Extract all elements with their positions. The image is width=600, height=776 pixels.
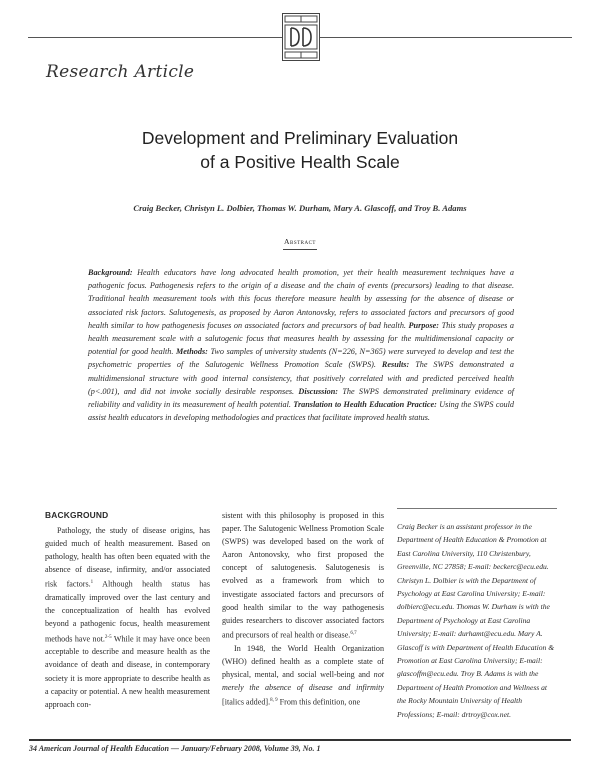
abstract-background-text: Health educators have long advocated health promotion, yet their health measurement techniques have a pathogenic focus. Pathogenesis refers to the origin of a disease and the chain of events (precursors) leading to that disease. Traditional health measurement tools with this focus therefore measure health by assessing for the absence of disease or associated risk factors. Salutogenesis, as proposed by Aaron Antonovsky, refers to associated factors and precursors of good health similar to how pathogenesis focuses on associated factors and precursors of bad health.	[88, 268, 515, 330]
abstract-body	[88, 266, 514, 424]
title-line-1: Development and Preliminary Evaluation	[141, 128, 459, 148]
abstract-background-label: Background:	[88, 268, 133, 277]
body-paragraph-2	[222, 509, 384, 642]
abstract-heading: Abstract	[284, 237, 316, 246]
paragraph-1-part-b: Although health status has dramatically improved over the last century and the conceptualization of health has evolved beyond a pathogenic focus, health measurement methods have not.	[45, 580, 210, 644]
abstract-methods-label: Methods:	[176, 347, 208, 357]
abstract-purpose-label: Purpose:	[408, 320, 440, 330]
article-title	[90, 126, 510, 174]
header-rule-left	[28, 37, 282, 38]
body-paragraph-1	[45, 524, 210, 711]
affiliation-rule	[397, 508, 557, 509]
journal-logo-icon	[282, 13, 320, 61]
paragraph-1-part-a: Pathology, the study of disease origins, has guided much of health measurement. Based on pathology, health has often been equated with the absence of disease, infirmity, and/or associated risk factors.	[45, 526, 210, 590]
header-rule-right	[320, 37, 572, 38]
paragraph-3-part-a: In 1948, the World Health Organization (WHO) defined health as a complete state of physical, mental, and social well-being and	[222, 643, 384, 679]
abstract-results-label: Results:	[381, 360, 410, 370]
abstract-rule	[283, 249, 317, 250]
paragraph-1-part-c: While it may have once been acceptable to describe and measure health as the avoidance of death and disease, in contemporary society it is more appropriate to describe health as a capacity or potential. A new health measurement approach con-	[45, 634, 210, 709]
body-column-1	[45, 509, 210, 711]
section-heading-background: BACKGROUND	[45, 510, 109, 520]
citation-superscript: 6,7	[350, 630, 357, 636]
footer-rule	[29, 739, 571, 741]
author-list: Craig Becker, Christyn L. Dolbier, Thomas W. Durham, Mary A. Glascoff, and Troy B. Adams	[133, 203, 467, 213]
body-paragraph-3	[222, 642, 384, 709]
citation-superscript: 2-5	[104, 634, 112, 640]
section-label: Research Article	[46, 62, 195, 82]
paragraph-3-part-b: [italics added].	[222, 697, 271, 707]
paragraph-3-italic: not merely the absence of disease and infirmity	[222, 669, 384, 692]
abstract-methods-text: Two samples of university students (N=226, N=365) were surveyed to develop and test the psychometric properties of the Salutogenic Wellness Promotion Scale (SWPS).	[88, 347, 515, 370]
abstract-discussion-label: Discussion:	[298, 386, 338, 396]
paragraph-3-part-c: From this definition, one	[277, 697, 361, 707]
body-column-2	[222, 509, 384, 709]
paragraph-2-text: sistent with this philosophy is proposed in this paper. The Salutogenic Wellness Promotion Scale (SWPS) was developed based on the work of Aaron Antonovsky, who first proposed the concept of salutogenesis. Salutogenesis is evolved as a framework from which to investigate associated factors and precursors of good health similar to the way pathogenesis guides researchers to discover associated factors and precursors of real health or disease.	[222, 511, 384, 640]
abstract-translation-label: Translation to Health Education Practice:	[293, 400, 437, 410]
abstract-translation-text: Using the SWPS could assist health educators in developing methodologies and practices that facilitate improved health status.	[88, 400, 515, 423]
title-line-2: of a Positive Health Scale	[200, 152, 400, 172]
citation-superscript: 8, 9	[270, 698, 278, 703]
abstract-results-text: The SWPS demonstrated a multidimensional structure with good internal consistency, that positively correlated with and predicted perceived health (p<.001), and did not invoke socially desirable responses.	[88, 360, 514, 396]
abstract-purpose-text: This study proposes a health measurement scale with a salutogenic focus that measures health by assessing for the multidimensional capacity or potential for good health.	[88, 320, 515, 357]
citation-superscript: 1	[90, 580, 94, 586]
page-footer: 34 American Journal of Health Education — January/February 2008, Volume 39, No. 1	[29, 744, 321, 753]
author-affiliations: Craig Becker is an assistant professor in the Department of Health Education & Promotion at East Carolina University, 110 Christenbury, Greenville, NC 27858; E-mail: beckerc@ecu.edu. Christyn L. Dolbier is with the Department of Psychology at East Carolina University; E-mail: dolbierc@ecu.edu. Thomas W. Durham is with the Department of Psychology at East Carolina University; E-mail: durhamt@ecu.edu. Mary A. Glascoff is with Department of Health Education & Promotion at East Carolina University; E-mail: glascoffm@ecu.edu. Troy B. Adams is with the Department of Health Promotion and Wellness at the Rocky Mountain University of Health Professions; E-mail: drtroy@cox.net.	[397, 522, 555, 719]
abstract-discussion-text: The SWPS demonstrated preliminary evidence of reliability and validity in its measurement of health potential.	[88, 386, 515, 410]
